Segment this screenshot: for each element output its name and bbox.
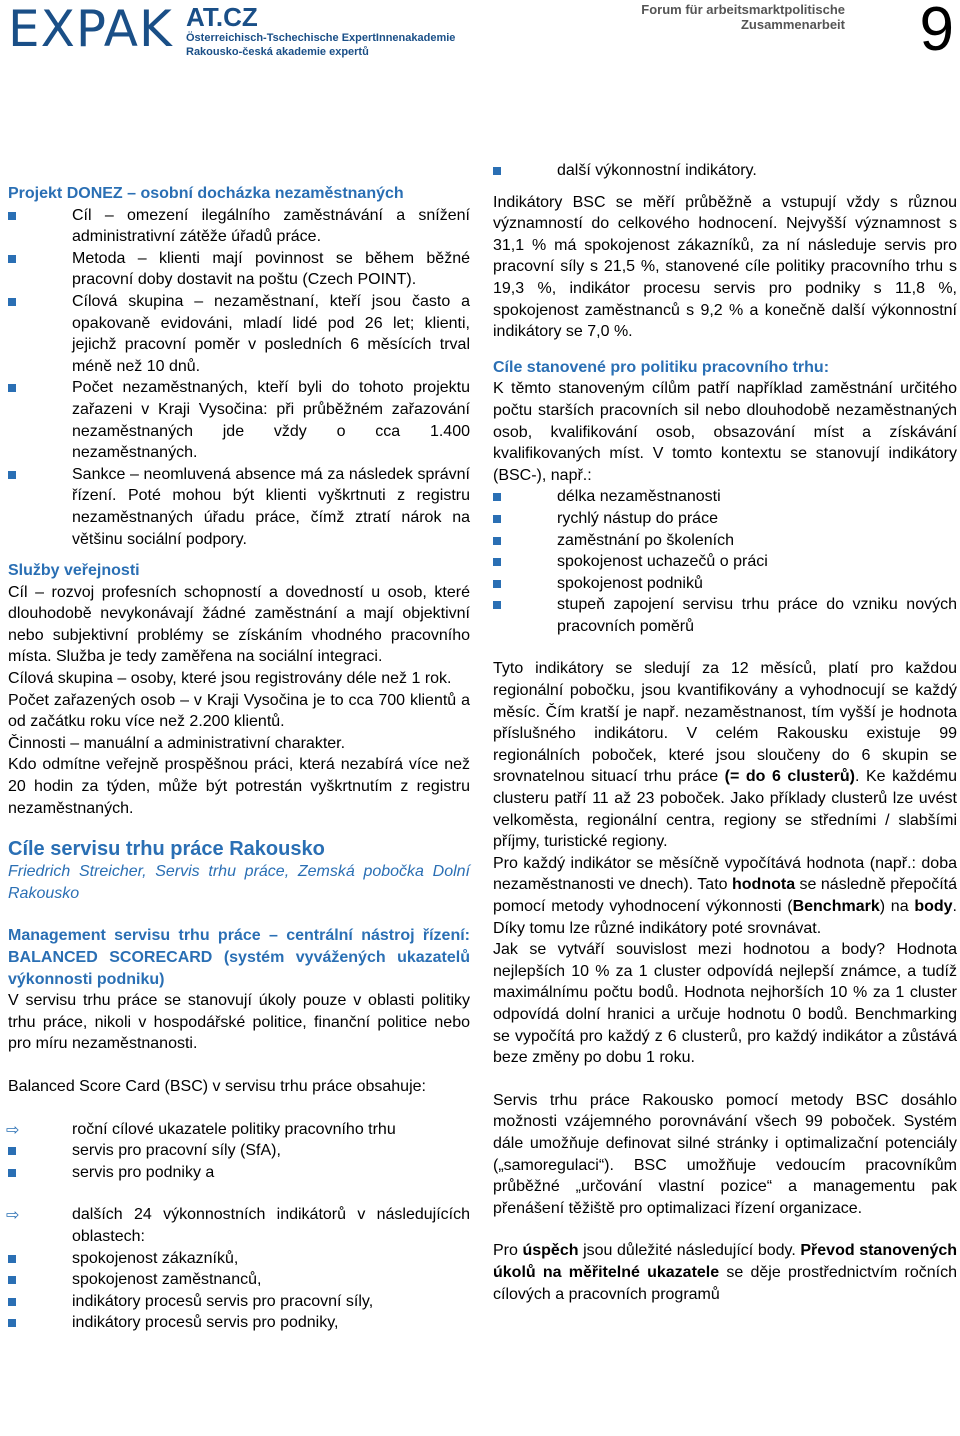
- bullet-square-icon: [8, 384, 16, 392]
- bsc-paragraph: Balanced Score Card (BSC) v servisu trhu práce obsahuje:: [8, 1077, 426, 1095]
- list-item: Cíl – omezení ilegálního zaměstnávání a snížení administrativní zátěže úřadů práce.: [8, 205, 470, 248]
- list-item: zaměstnání po školeních: [493, 530, 957, 552]
- list-item: servis pro pracovní síly (SfA),: [8, 1140, 470, 1162]
- bullet-square-icon: [493, 515, 501, 523]
- bullet-square-icon: [8, 1255, 16, 1263]
- bullet-square-icon: [8, 471, 16, 479]
- sluzby-paragraph: Cílová skupina – osoby, které jsou registrovány déle než 1 rok.: [8, 670, 452, 688]
- page-number: 9: [919, 0, 954, 64]
- list-item: Metoda – klienti mají povinnost se během běžné pracovní doby dostavit na poštu (Czech POINT).: [8, 248, 470, 291]
- list-item: stupeň zapojení servisu trhu práce do vzniku nových pracovních poměrů: [493, 594, 957, 637]
- cile-title: Cíle servisu trhu práce Rakousko: [8, 838, 325, 861]
- donez-title: Projekt DONEZ – osobní docházka nezaměstnaných: [8, 185, 404, 202]
- list-item: Sankce – neomluvená absence má za následek správní řízení. Poté mohou být klienti vyškrtnuti z registru nezaměstnaných úřadu práce, čímž ztratí nárok na většinu sociální podpory.: [8, 464, 470, 550]
- sluzby-paragraph: Kdo odmítne veřejně prospěšnou práci, která nezabírá více než 20 hodin za týden, může být potrestán vyškrtnutím z registru nezaměstnaných.: [8, 756, 470, 817]
- success-paragraph: Pro úspěch jsou důležité následující body. Převod stanovených úkolů na měřitelné ukazatele se děje prostřednictvím ročních cílových a pracovních programů: [493, 1242, 958, 1303]
- goals-title: Cíle stanovené pro politiku pracovního trhu:: [493, 358, 830, 376]
- list-item: indikátory procesů servis pro pracovní síly,: [8, 1291, 470, 1313]
- list-item: rychlý nástup do práce: [493, 508, 957, 530]
- bullet-square-icon: [493, 580, 501, 588]
- sluzby-paragraph: Činnosti – manuální a administrativní charakter.: [8, 734, 346, 752]
- list-item: spokojenost zaměstnanců,: [8, 1269, 470, 1291]
- arrow-item: ⇨ dalších 24 výkonnostních indikátorů v následujících oblastech:: [6, 1205, 470, 1245]
- bullet-square-icon: [8, 212, 16, 220]
- arrow-right-icon: ⇨: [6, 1119, 20, 1139]
- bullet-square-icon: [493, 537, 501, 545]
- list-item: spokojenost uchazečů o práci: [493, 551, 957, 573]
- bullet-square-icon: [493, 558, 501, 566]
- left-column: [8, 183, 470, 1334]
- bullet-square-icon: [8, 1276, 16, 1284]
- benchmark-paragraph: Pro každý indikátor se měsíčně vypočítává hodnota (např.: doba nezaměstnanosti ve dnech). Tato hodnota se následně přepočítá pomocí metody vyhodnocení výkonnosti (Benchmark) na body. Díky tomu lze různé indikátory poté srovnávat.: [493, 854, 958, 937]
- bullet-square-icon: [8, 1147, 16, 1155]
- bullet-square-icon: [8, 1298, 16, 1306]
- page-header: [0, 0, 960, 64]
- right-column: [493, 160, 957, 1305]
- brand-name: AT.CZ: [186, 2, 258, 32]
- list-item: spokojenost zákazníků,: [8, 1248, 470, 1270]
- list-item: indikátory procesů servis pro podniky,: [8, 1312, 470, 1334]
- sluzby-paragraph: Cíl – rozvoj profesních schopností a dovedností u osob, které dlouhodobě nevykonávají žádné zaměstnání a mají objektivní nebo subjektivní problémy se získáním vhodného pracovního místa. Služba je tedy zaměřena na sociální integraci.: [8, 583, 470, 666]
- goals-paragraph: K těmto stanoveným cílům patří například zaměstnání určitého počtu starších pracovních sil nebo dlouhodobě nezaměstnaných osob, kvalifikování osob, obsazování míst a získávání kvalifikovaných míst. V tomto kontextu se stanovují indikátory (BSC-), např.:: [493, 380, 957, 484]
- arrow-right-icon: ⇨: [6, 1205, 20, 1225]
- forum-line2: Zusammenarbeit: [740, 17, 845, 32]
- list-item: délka nezaměstnanosti: [493, 486, 957, 508]
- sluzby-title: Služby veřejnosti: [8, 562, 140, 580]
- bullet-square-icon: [8, 1319, 16, 1327]
- list-item: Počet nezaměstnaných, kteří byli do tohoto projektu zařazeni v Kraji Vysočina: při průběžném zařazování nezaměstnaných jde vždy o cca 1.400 nezaměstnaných.: [8, 377, 470, 463]
- points-paragraph: Jak se vytváří souvislost mezi hodnotou a body? Hodnota nejlepších 10 % za 1 cluster odpovídá nejlepší známce, a tudíž maximálnímu počtu bodů. Hodnota nejhorších 10 % za 1 cluster odpovídá dolní hranici a určuje hodnotu 0 bodů. Benchmarking se vypočítá pro každý z 6 clusterů, pro každý indikátor a zůstává beze změny po dobu 1 roku.: [493, 941, 957, 1067]
- bullet-square-icon: [493, 601, 501, 609]
- expak-logo: EXPAK: [8, 0, 173, 58]
- management-title: Management servisu trhu práce – centrální nástroj řízení: BALANCED SCORECARD (systém vyvážených ukazatelů výkonnosti podniku): [8, 927, 470, 988]
- brand-line-de: Österreichisch-Tschechische ExpertInnenakademie: [186, 32, 456, 44]
- forum-line1: Forum für arbeitsmarktpolitische: [641, 2, 845, 17]
- bullet-square-icon: [8, 1169, 16, 1177]
- comparison-paragraph: Servis trhu práce Rakousko pomocí metody BSC dosáhlo možnosti vzájemného porovnávání všech 99 poboček. Systém dále umožňuje definovat silné stránky i optimalizační potenciály („samoregulaci“). BSC umožňuje vedoucím pracovníkům průběžné „určování vlastní pozice“ a managementu pak přenášení těžiště pro optimalizaci řízení organizace.: [493, 1091, 957, 1217]
- clusters-paragraph: Tyto indikátory se sledují za 12 měsíců, platí pro každou regionální pobočku, jsou kvantifikovány a vyhodnocují se každý měsíc. Čím kratší je např. nezaměstnanost, tím vyšší je hodnota příslušného indikátoru. V celém Rakousku existuje 99 regionálních poboček, které jsou sloučeny do 6 skupin se srovnatelnou situací trhu práce (= do 6 clusterů). Ke každému clusteru patří 11 až 23 poboček. Jako příklady clusterů lze uvést velkoměsta, regionální centra, regiony se středními / slabšími příjmy, turistické regiony.: [493, 660, 957, 851]
- list-item: servis pro podniky a: [8, 1162, 470, 1184]
- bullet-square-icon: [8, 298, 16, 306]
- brand-line-cz: Rakousko-česká akademie expertů: [186, 46, 369, 58]
- sluzby-paragraph: Počet zařazených osob – v Kraji Vysočina je to cca 700 klientů a od začátku roku více než 2.200 klientů.: [8, 691, 470, 731]
- list-item: další výkonnostní indikátory.: [493, 160, 957, 182]
- cile-author: Friedrich Streicher, Servis trhu práce, Zemská pobočka Dolní Rakousko: [8, 863, 470, 902]
- bullet-square-icon: [8, 255, 16, 263]
- management-paragraph: V servisu trhu práce se stanovují úkoly pouze v oblasti politiky trhu práce, nikoli v hospodářské politice, finanční politice nebo pro míru nezaměstnanosti.: [8, 992, 470, 1053]
- bullet-square-icon: [493, 493, 501, 501]
- forum-title: [615, 2, 845, 32]
- bullet-square-icon: [493, 167, 501, 175]
- list-item: Cílová skupina – nezaměstnaní, kteří jsou často a opakovaně evidováni, mladí lidé pod 26 let; klienti, jejichž pracovní poměr v posledních 6 měsících trval méně než 10 dnů.: [8, 291, 470, 377]
- list-item: spokojenost podniků: [493, 573, 957, 595]
- bsc-weights-paragraph: Indikátory BSC se měří průběžně a vstupují vždy s různou významností do celkového hodnocení. Nejvyšší významnost s 31,1 % má spokojenost zákazníků, za ní následuje servis pro pracovní síly s 21,5 %, stanovené cíle politiky pracovního trhu s 19,3 %, indikátor procesu servis pro podniky s 11,8 %, spokojenost zaměstnanců s 9,2 % a konečně další výkonnostní indikátory se 7,0 %.: [493, 193, 957, 341]
- arrow-item: ⇨ roční cílové ukazatele politiky pracovního trhu: [6, 1119, 396, 1139]
